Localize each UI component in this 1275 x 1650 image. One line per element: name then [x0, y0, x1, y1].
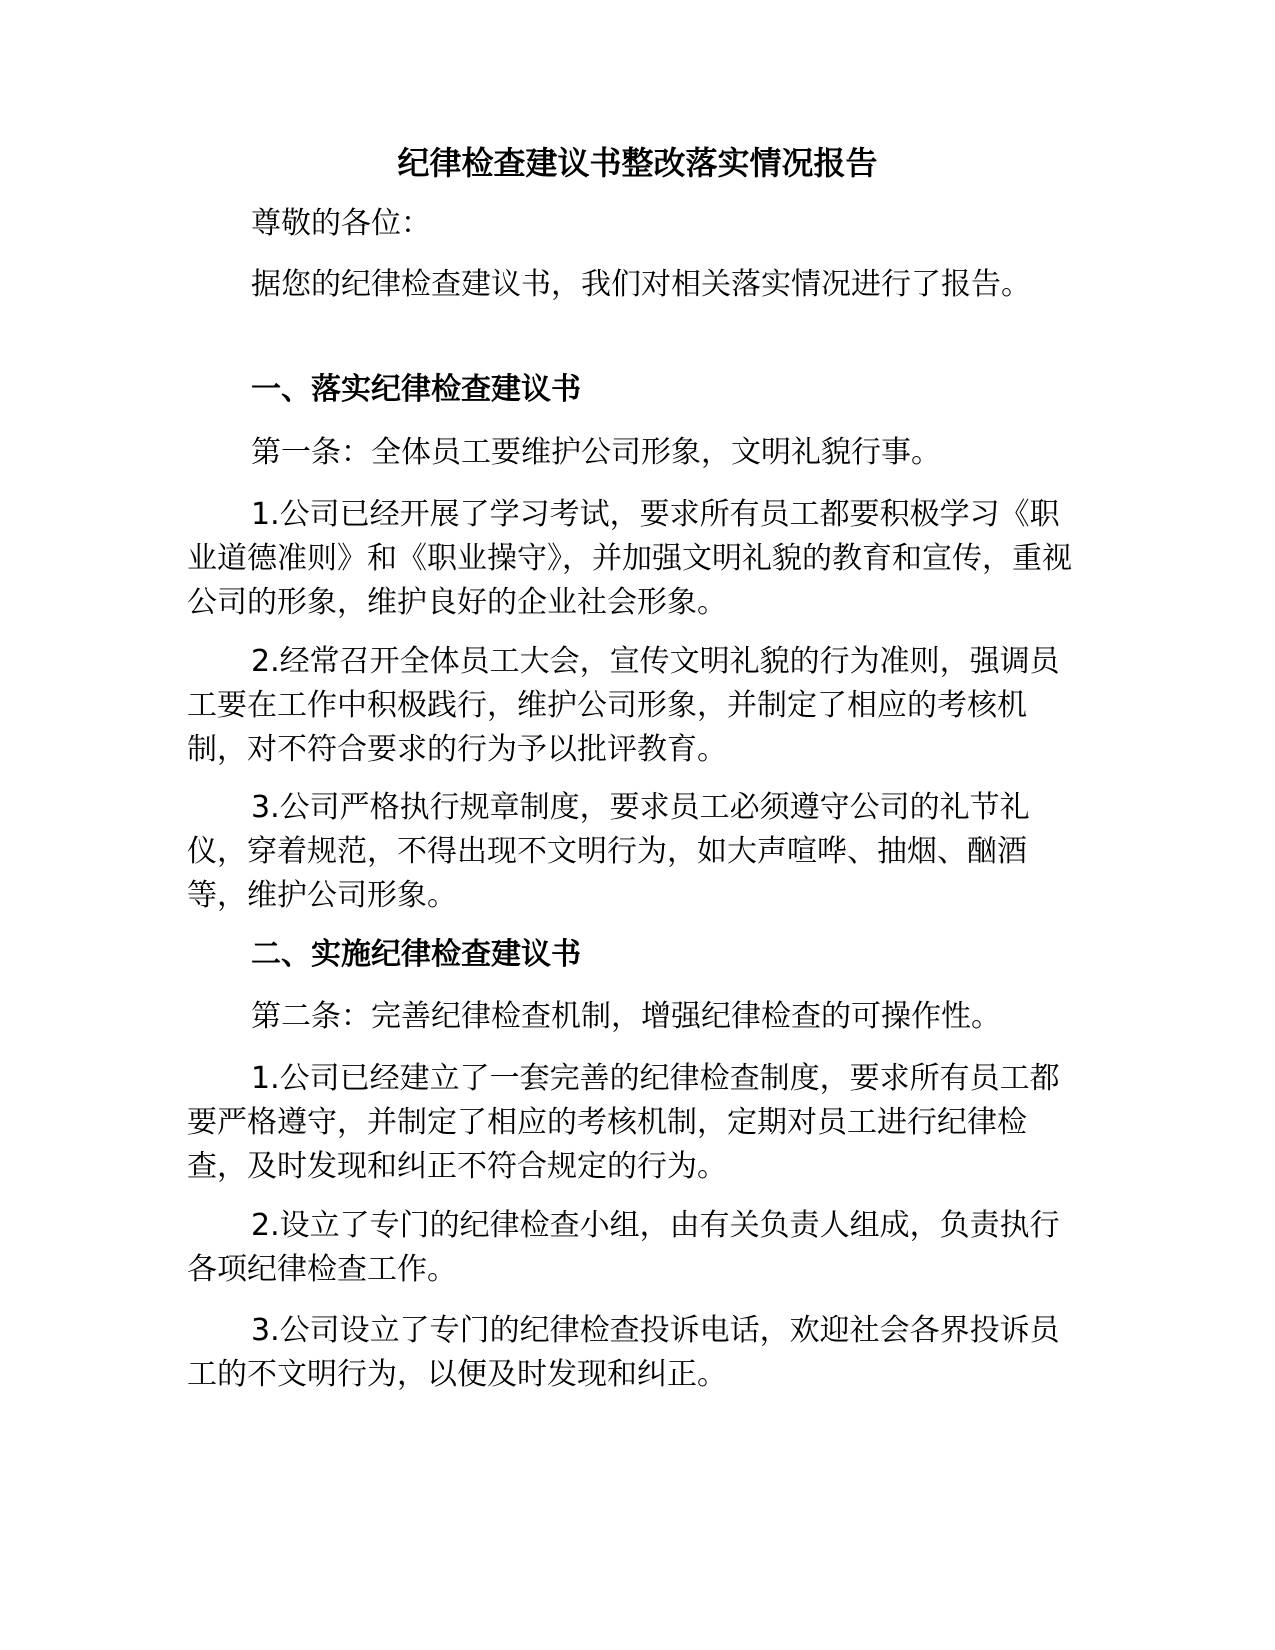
salutation: 尊敬的各位： [251, 206, 431, 241]
section1-article: 第一条：全体员工要维护公司形象，文明礼貌行事。 [251, 435, 941, 470]
section2-heading: 二、实施纪律检查建议书 [251, 937, 581, 972]
section1-item-1: 1.公司已经开展了学习考试，要求所有员工都要积极学习《职业道德准则》和《职业操守》，并加强文明礼貌的教育和宣传，重视公司的形象，维护良好的企业社会形象。 [187, 497, 1072, 620]
section2-article: 第二条：完善纪律检查机制，增强纪律检查的可操作性。 [251, 999, 1001, 1034]
section2-item-2: 2.设立了专门的纪律检查小组，由有关负责人组成，负责执行各项纪律检查工作。 [187, 1208, 1060, 1287]
section1-item-3: 3.公司严格执行规章制度，要求员工必须遵守公司的礼节礼仪，穿着规范，不得出现不文明行为，如大声喧哗、抽烟、酗酒等，维护公司形象。 [187, 790, 1030, 913]
intro-paragraph: 据您的纪律检查建议书，我们对相关落实情况进行了报告。 [251, 267, 1031, 302]
document-title: 纪律检查建议书整改落实情况报告 [397, 144, 878, 182]
section2-item-3: 3.公司设立了专门的纪律检查投诉电话，欢迎社会各界投诉员工的不文明行为，以便及时发现和纠正。 [187, 1313, 1060, 1392]
section1-item-2: 2.经常召开全体员工大会，宣传文明礼貌的行为准则，强调员工要在工作中积极践行，维护公司形象，并制定了相应的考核机制，对不符合要求的行为予以批评教育。 [187, 644, 1060, 767]
section1-heading: 一、落实纪律检查建议书 [251, 372, 581, 407]
section2-item-1: 1.公司已经建立了一套完善的纪律检查制度，要求所有员工都要严格遵守，并制定了相应的考核机制，定期对员工进行纪律检查，及时发现和纠正不符合规定的行为。 [187, 1061, 1060, 1184]
